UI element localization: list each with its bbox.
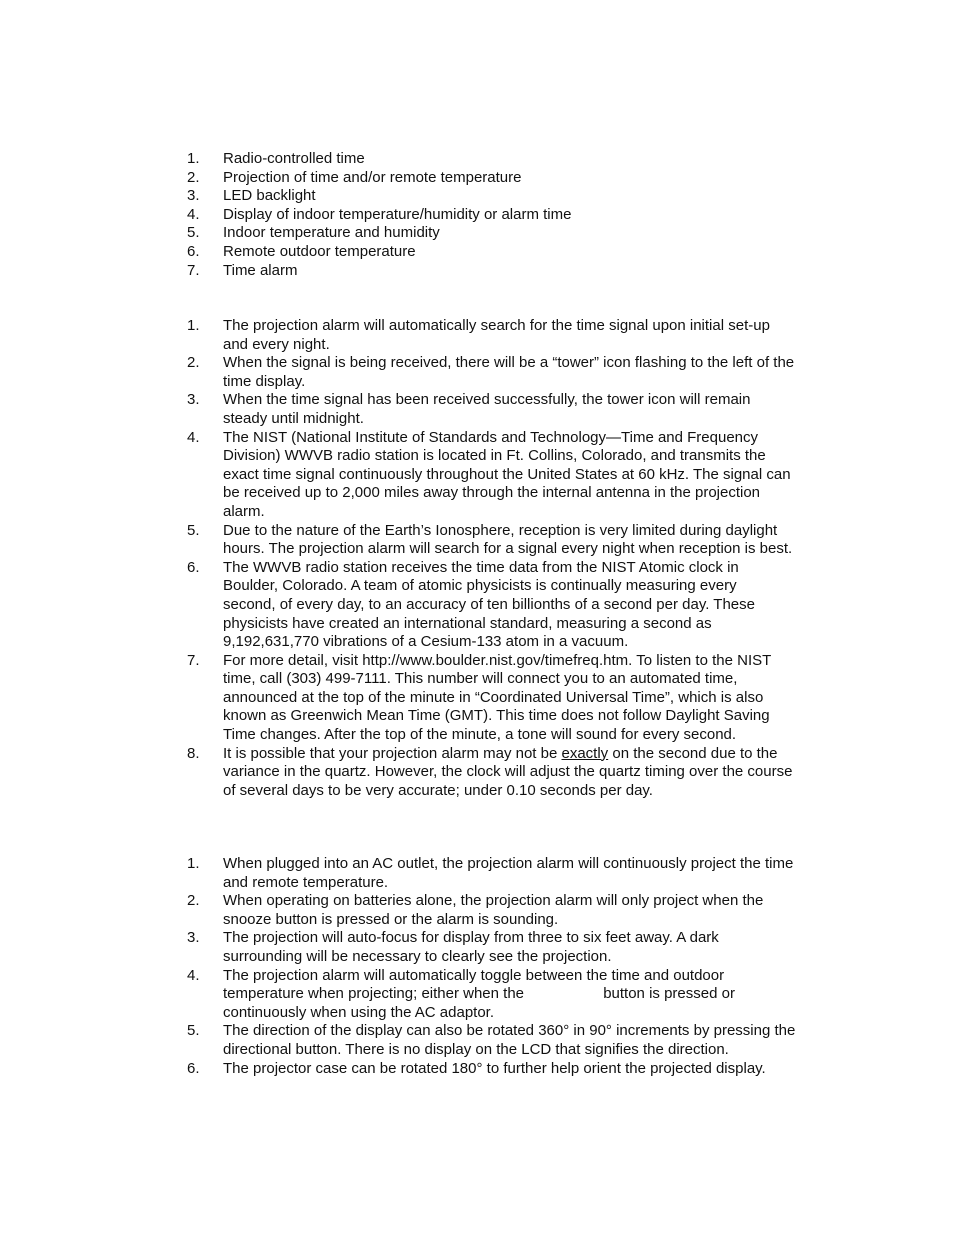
item-text: Projection of time and/or remote temperature bbox=[223, 168, 522, 186]
item-text: Remote outdoor temperature bbox=[223, 242, 416, 260]
features-list bbox=[187, 150, 847, 280]
item-text: LED backlight bbox=[223, 187, 316, 205]
item-number: 1. bbox=[187, 317, 200, 334]
item-text: When the time signal has been received successfully, the tower icon will remain steady until midnight. bbox=[223, 391, 751, 427]
item-text: The projection alarm will automatically search for the time signal upon initial set-up and every night. bbox=[223, 317, 770, 353]
list-item bbox=[187, 522, 847, 559]
item-text: When operating on batteries alone, the projection alarm will only project when the snooze button is pressed or the alarm is sounding. bbox=[223, 892, 764, 928]
item-text: Due to the nature of the Earth’s Ionosphere, reception is very limited during daylight hours. The projection alarm will search for a signal every night when reception is best. bbox=[223, 521, 793, 558]
list-item bbox=[187, 169, 847, 188]
list-item bbox=[187, 150, 847, 169]
item-text: Radio-controlled time bbox=[223, 150, 365, 167]
item-text: When the signal is being received, there will be a “tower” icon flashing to the left of the time display. bbox=[223, 354, 795, 390]
list-item bbox=[187, 559, 847, 652]
list-item bbox=[187, 429, 847, 522]
item-number: 5. bbox=[187, 1022, 200, 1040]
item-text: It is possible that your projection alarm may not be exactly on the second due to the variance in the quartz. However, the clock will adjust the quartz timing over the course of several days to be very accurate; under 0.10 seconds per day. bbox=[223, 744, 793, 799]
emphasis-text: exactly bbox=[561, 744, 609, 762]
time-signal-list bbox=[187, 317, 847, 800]
item-number: 3. bbox=[187, 929, 200, 947]
item-number: 8. bbox=[187, 744, 200, 762]
item-number: 6. bbox=[187, 1059, 200, 1077]
item-number: 1. bbox=[187, 150, 200, 167]
list-item bbox=[187, 391, 847, 428]
item-text: The projection will auto-focus for display from three to six feet away. A dark surrounding will be necessary to clearly see the projection. bbox=[223, 929, 719, 965]
list-item bbox=[187, 929, 847, 966]
item-text: When plugged into an AC outlet, the projection alarm will continuously project the time and remote temperature. bbox=[223, 855, 794, 891]
projection-list bbox=[187, 855, 847, 1078]
list-item bbox=[187, 1060, 847, 1079]
item-number: 2. bbox=[187, 354, 200, 372]
list-item bbox=[187, 745, 847, 801]
list-item bbox=[187, 892, 847, 929]
item-number: 1. bbox=[187, 855, 200, 872]
item-number: 5. bbox=[187, 224, 200, 242]
item-number: 2. bbox=[187, 892, 200, 910]
item-number: 7. bbox=[187, 261, 200, 279]
item-number: 6. bbox=[187, 242, 200, 260]
item-text: The WWVB radio station receives the time data from the NIST Atomic clock in Boulder, Colorado. A team of atomic physicists is continually measuring every second, of every day, to an accuracy of ten billionths of a second per day. These physicists have created an international standard, measuring a second as 9,192,631,770 vibrations of a Cesium-133 atom in a vacuum. bbox=[223, 558, 755, 651]
item-text: The projector case can be rotated 180° to further help orient the projected display. bbox=[223, 1059, 766, 1077]
item-text: The projection alarm will automatically toggle between the time and outdoor temperature when projecting; either when the button is pressed or continuously when using the AC adaptor. bbox=[223, 966, 735, 1021]
item-number: 4. bbox=[187, 966, 200, 984]
item-text: The NIST (National Institute of Standards and Technology—Time and Frequency Division) WWVB radio station is located in Ft. Collins, Colorado, and transmits the exact time signal continuously throughout the United States at 60 kHz. The signal can be received up to 2,000 miles away through the internal antenna in the projection alarm. bbox=[223, 428, 791, 520]
item-text: The direction of the display can also be rotated 360° in 90° increments by pressing the directional button. There is no display on the LCD that signifies the direction. bbox=[223, 1022, 796, 1058]
item-number: 4. bbox=[187, 205, 200, 223]
item-number: 4. bbox=[187, 428, 200, 446]
list-item bbox=[187, 206, 847, 225]
list-item bbox=[187, 855, 847, 892]
item-text: Indoor temperature and humidity bbox=[223, 224, 440, 242]
list-item bbox=[187, 224, 847, 243]
list-item bbox=[187, 1022, 847, 1059]
item-number: 2. bbox=[187, 168, 200, 186]
item-number: 5. bbox=[187, 521, 200, 539]
list-item bbox=[187, 243, 847, 262]
item-text: Time alarm bbox=[223, 261, 298, 279]
list-item bbox=[187, 652, 847, 745]
item-number: 6. bbox=[187, 558, 200, 576]
list-item bbox=[187, 967, 847, 1023]
list-item bbox=[187, 354, 847, 391]
item-number: 7. bbox=[187, 651, 200, 669]
item-text: Display of indoor temperature/humidity or alarm time bbox=[223, 205, 572, 223]
list-item bbox=[187, 317, 847, 354]
list-item bbox=[187, 262, 847, 281]
list-item bbox=[187, 187, 847, 206]
item-number: 3. bbox=[187, 391, 200, 409]
item-text: For more detail, visit http://www.boulder.nist.gov/timefreq.htm. To listen to the NIST time, call (303) 499-7111. This number will connect you to an automated time, announced at the top of the minute in “Coordinated Universal Time”, which is also known as Greenwich Mean Time (GMT). This time does not follow Daylight Saving Time changes. After the top of the minute, a tone will sound for every second. bbox=[223, 651, 772, 744]
item-number: 3. bbox=[187, 187, 200, 205]
